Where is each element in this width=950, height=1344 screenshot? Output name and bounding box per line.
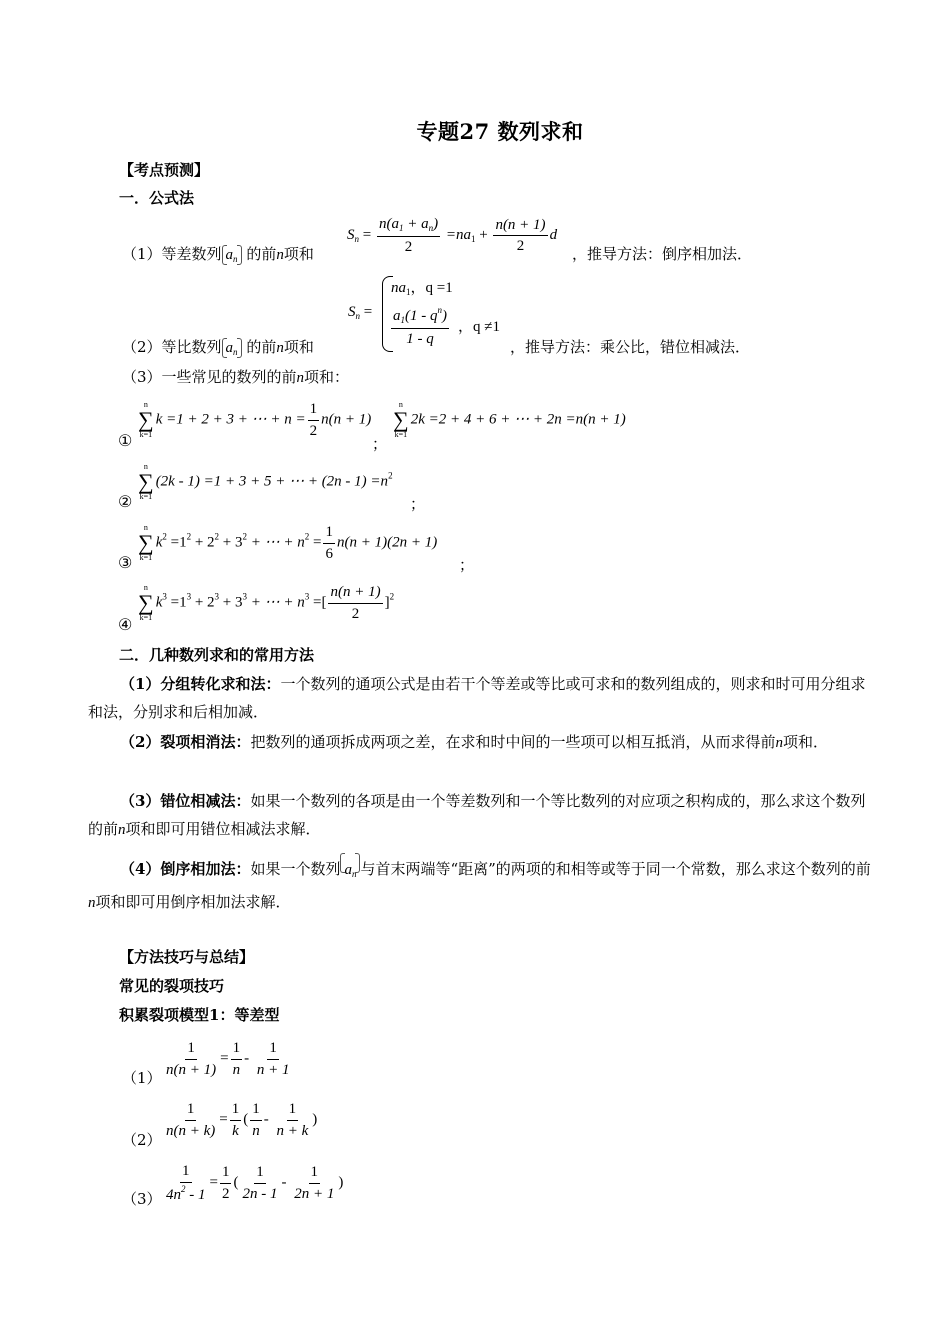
method-paragraph-2: （2）裂项相消法：把数列的通项拆成两项之差，在求和时中间的一些项可以相互抵消，从而求得前n项和． xyxy=(120,733,828,751)
arithmetic-sum-formula: $S_n$ = $\frac{n(a_1 + a_n)}{2}$ $=na_1$ + $\frac{n(n + 1)}{2}$ d xyxy=(347,216,558,255)
geometric-sum-line: （2）等比数列 $a_n$ 的前n项和 xyxy=(122,338,314,357)
arithmetic-sum-method: ，推导方法：倒序相加法． xyxy=(572,245,753,263)
split-formula-2: $\frac{1}{n(n + k)}$ = $\frac{1}{k}$ ( $\frac{1}{n}$ - $\frac{1}{n + k}$ ) xyxy=(166,1101,318,1139)
split-marker-2: （2） xyxy=(122,1131,162,1149)
method-paragraph-4: （4）倒序相加法：如果一个数列 $a_n$ 与首末两端等“距离”的两项的和相等或等于同一个常数，那么求这个数列的前n项和即可用倒序相加法求解． xyxy=(88,855,878,917)
subheading-formula-method: 一．公式法 xyxy=(119,189,195,207)
marker-2: ② xyxy=(118,492,133,511)
sum-formula-2: n ∑ k=1 (2k - 1) =1 + 3 + 5 + ⋯ + $(2n - 1) =n^2$ xyxy=(138,462,393,501)
sum-formula-3: n ∑ k=1 $k^2 =1^2 + 2^2 + 3^2$ + ⋯ + $n^2$ = $\frac{1}{6}$ n(n + 1)(2n + 1) xyxy=(138,523,438,562)
arithmetic-sum-line: （1）等差数列 $a_n$ 的前n项和 xyxy=(122,245,314,264)
marker-3: ③ xyxy=(118,553,133,572)
split-marker-3: （3） xyxy=(122,1190,162,1208)
sequence-an: $a_n$ xyxy=(222,248,242,264)
split-marker-1: （1） xyxy=(122,1069,162,1087)
sum-separator-1: ； xyxy=(372,435,388,453)
sum-formula-1b: n ∑ k=1 2k =2 + 4 + 6 + ⋯ + 2n =n(n + 1) xyxy=(393,400,626,439)
sum-formula-1: n ∑ k=1 k =1 + 2 + 3 + ⋯ + n = $\frac{1}{2}$ n(n + 1) xyxy=(138,400,372,439)
sum-separator-3: ； xyxy=(459,556,475,574)
sum-separator-2: ； xyxy=(410,495,426,513)
section-heading-forecast: 【考点预测】 xyxy=(119,161,210,179)
geometric-case-1: $na_1$，q =1 xyxy=(391,280,453,297)
section-heading-summary: 【方法技巧与总结】 xyxy=(119,948,255,966)
split-formula-1: $\frac{1}{n(n + 1)}$ = $\frac{1}{n}$ - $\frac{1}{n + 1}$ xyxy=(166,1040,290,1078)
item1-prefix: （1）等差数列 xyxy=(122,245,222,263)
common-sums-intro: （3）一些常见的数列的前n项和： xyxy=(122,368,350,386)
method-paragraph-1: （1）分组转化求和法：一个数列的通项公式是由若干个等差或等比或可求和的数列组成的，则求和时可用分组求和法，分别求和后相加减． xyxy=(88,675,866,721)
method-paragraph-3: （3）错位相减法：如果一个数列的各项是由一个等差数列和一个等比数列的对应项之积构成的，那么求这个数列的前n项和即可用错位相减法求解． xyxy=(88,792,866,838)
page-title: 专题27 数列求和 xyxy=(416,119,584,144)
split-formula-3: $\frac{1}{4n^2 - 1}$ = $\frac{1}{2}$ ( $\frac{1}{2n - 1}$ - $\frac{1}{2n + 1}$ ) xyxy=(166,1163,344,1203)
subheading-model-1: 积累裂项模型1：等差型 xyxy=(119,1006,280,1024)
geometric-case-2-cond: ，q ≠1 xyxy=(458,319,500,335)
geometric-case-2: $\frac{a_1(1 - q^n)}{1 - q}$ xyxy=(393,305,447,347)
sequence-an: $a_n$ xyxy=(340,856,360,888)
marker-1: ① xyxy=(118,431,133,450)
sequence-an: $a_n$ xyxy=(222,341,242,357)
geometric-sum-S: $S_n$ = xyxy=(348,304,373,321)
marker-4: ④ xyxy=(118,615,133,634)
sum-formula-4: n ∑ k=1 $k^3 =1^3 + 2^3 + 3^3$ + ⋯ + $n^3$ =[ $\frac{n(n + 1)}{2}$ ]$^2$ xyxy=(138,583,395,622)
subheading-split-techniques: 常见的裂项技巧 xyxy=(119,977,225,995)
section-heading-methods: 二．几种数列求和的常用方法 xyxy=(119,646,315,664)
geometric-sum-method: ，推导方法：乘公比，错位相减法． xyxy=(510,338,751,356)
